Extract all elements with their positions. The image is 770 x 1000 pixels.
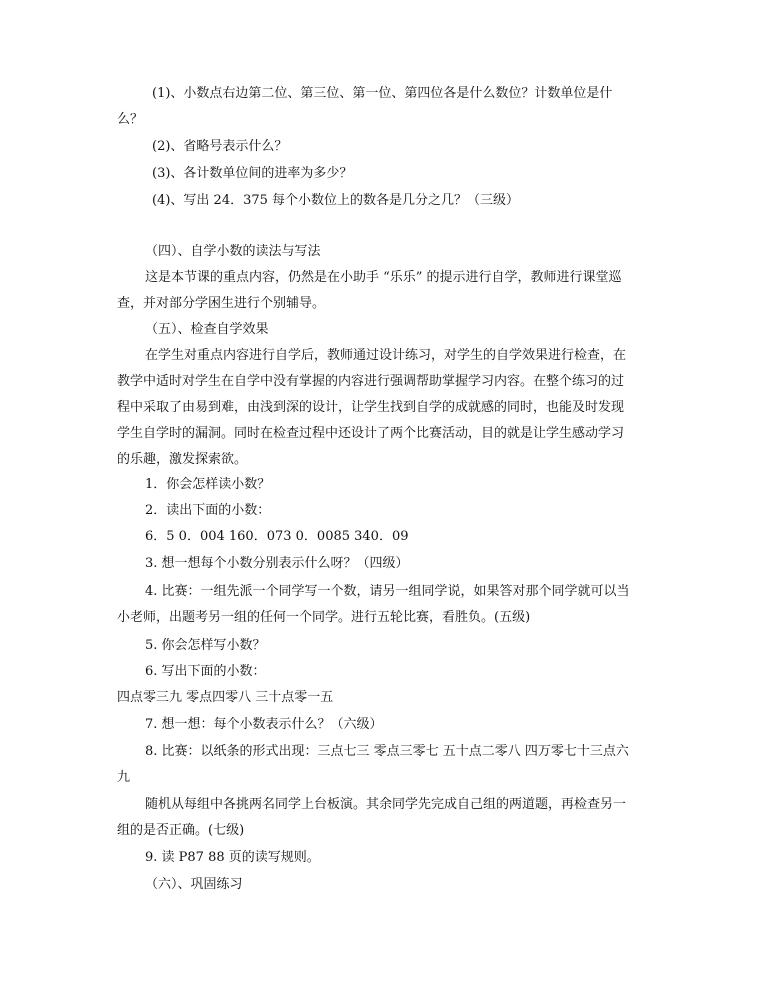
exercise-6: 6. 写出下面的小数： [145, 664, 266, 679]
exercise-9: 9. 读 P87 88 页的读写规则。 [145, 850, 320, 865]
exercise-4-line-2: 小老师，出题考另一组的任何一个同学。进行五轮比赛，看胜负。(五级) [117, 610, 531, 625]
chinese-decimal-list: 四点零三九 零点四零八 三十点零一五 [117, 690, 334, 705]
exercise-3: 3. 想一想每个小数分别表示什么呀？（四级） [145, 556, 409, 571]
section-heading-5: （五）、检查自学效果 [145, 322, 269, 337]
paragraph-line: 学生自学时的漏洞。同时在检查过程中还设计了两个比赛活动，目的就是让学生感动学习 [117, 426, 625, 441]
exercise-2: 2．读出下面的小数： [145, 503, 271, 518]
paragraph-line: 在学生对重点内容进行自学后，教师通过设计练习，对学生的自学效果进行检查，在 [145, 348, 627, 363]
section-heading-6: （六）、巩固练习 [145, 877, 243, 892]
question-1-line-1: (1)、小数点右边第二位、第三位、第一位、第四位各是什么数位？计数单位是什 [152, 86, 613, 101]
exercise-5: 5. 你会怎样写小数？ [145, 638, 266, 653]
exercise-4-line-1: 4. 比赛：一组先派一个同学写一个数，请另一组同学说，如果答对那个同学就可以当 [145, 584, 630, 599]
decimal-list: 6．5 0．004 160．073 0．0085 340．09 [145, 529, 409, 544]
exercise-1: 1．你会怎样读小数？ [145, 477, 271, 492]
paragraph-line: 教学中适时对学生在自学中没有掌握的内容进行强调帮助掌握学习内容。在整个练习的过 [117, 374, 625, 389]
paragraph-line: 随机从每组中各挑两名同学上台板演。其余同学先完成自己组的两道题，再检查另一 [145, 797, 627, 812]
paragraph-line: 程中采取了由易到难，由浅到深的设计，让学生找到自学的成就感的同时，也能及时发现 [117, 400, 625, 415]
paragraph-line: 组的是否正确。(七级) [117, 823, 245, 838]
paragraph-line: 这是本节课的重点内容，仍然是在小助手 “乐乐” 的提示进行自学，教师进行课堂巡 [145, 270, 622, 285]
paragraph-line: 的乐趣，激发探索欲。 [117, 452, 248, 467]
question-1-line-2: 么？ [117, 112, 144, 127]
section-heading-4: （四）、自学小数的读法与写法 [145, 244, 321, 259]
exercise-8-line-1: 8. 比赛：以纸条的形式出现：三点七三 零点三零七 五十点二零八 四万零七十三点六 [145, 744, 629, 759]
exercise-8-line-2: 九 [117, 770, 131, 785]
question-4: (4)、写出 24．375 每个小数位上的数各是几分之几？（三级） [152, 193, 520, 208]
paragraph-line: 查，并对部分学困生进行个别辅导。 [117, 296, 326, 311]
question-3: (3)、各计数单位间的进率为多少？ [152, 166, 353, 181]
question-2: (2)、省略号表示什么？ [152, 139, 288, 154]
exercise-7: 7. 想一想：每个小数表示什么？（六级） [145, 717, 383, 732]
